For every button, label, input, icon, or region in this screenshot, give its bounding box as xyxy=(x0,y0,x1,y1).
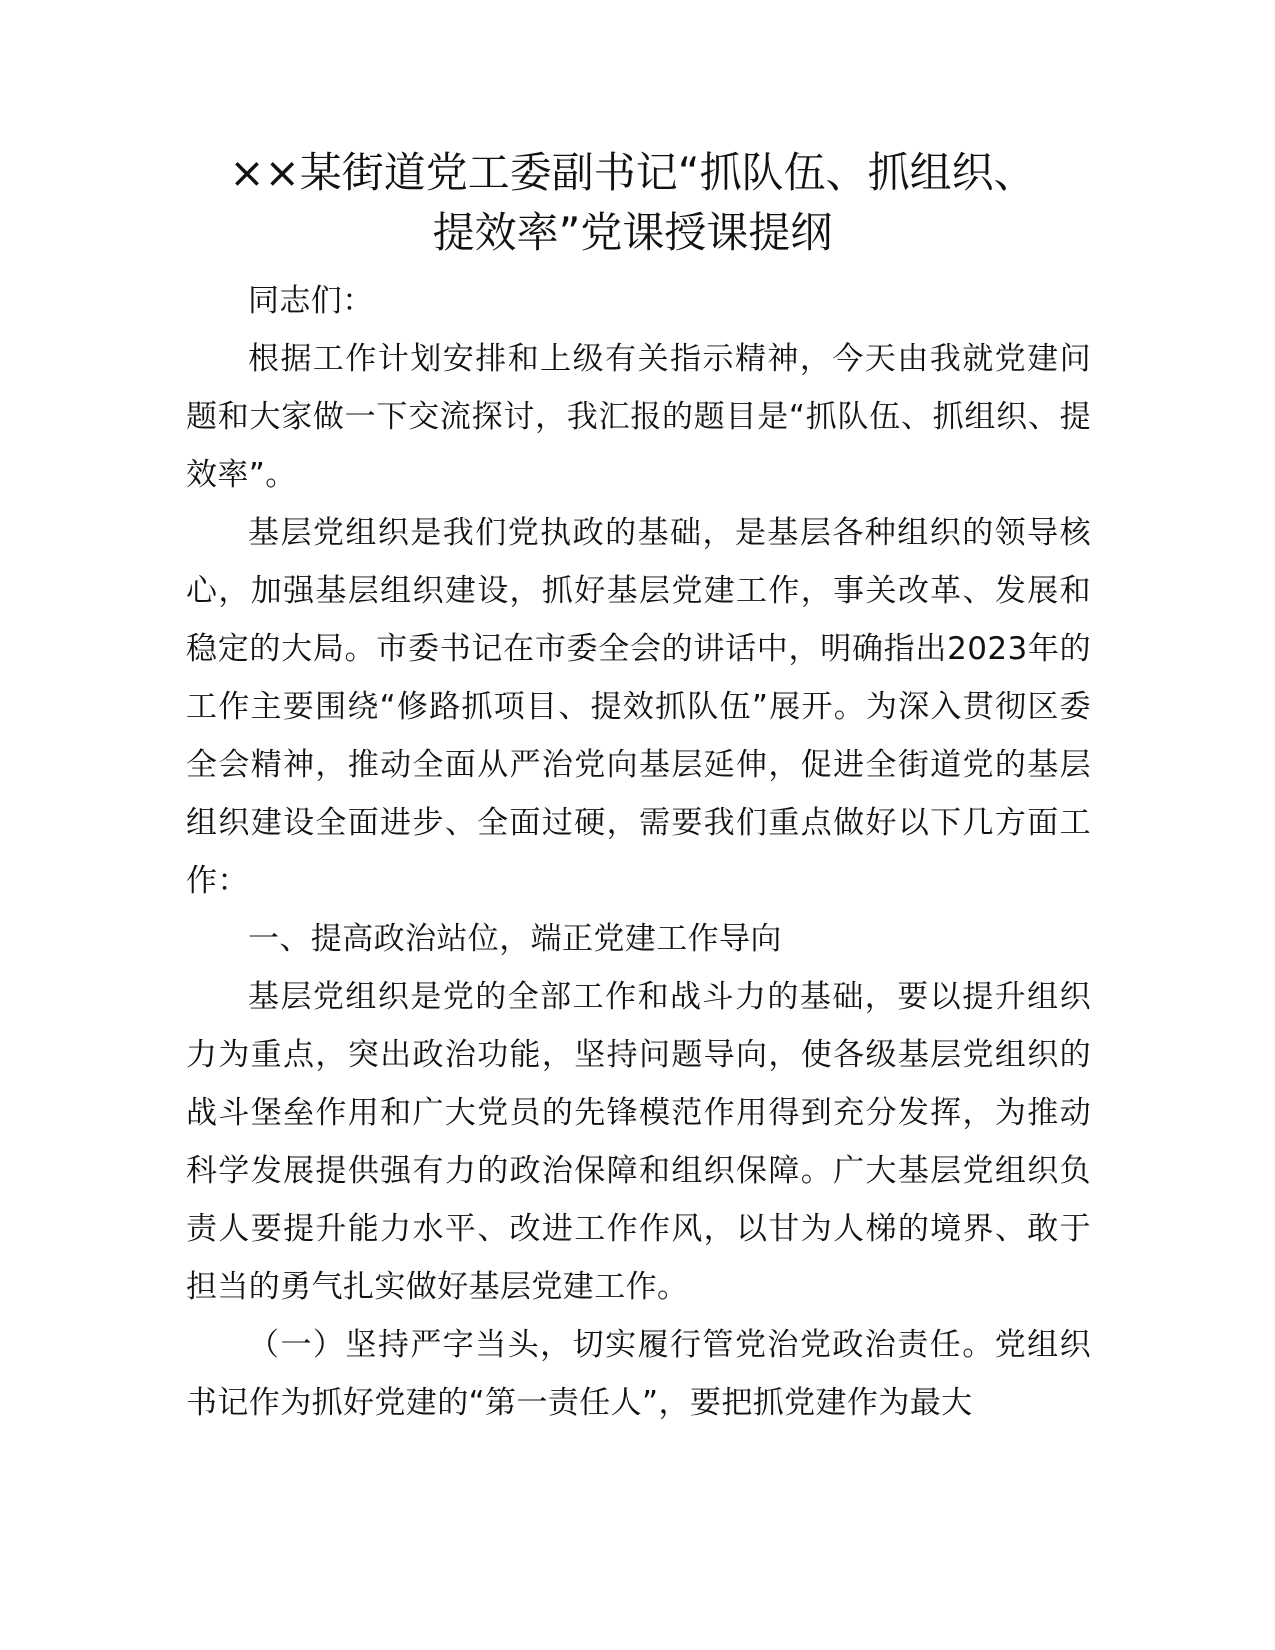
document-title xyxy=(180,143,1085,263)
title-line-1: ××某街道党工委副书记“抓队伍、抓组织、 xyxy=(229,148,1036,197)
title-line-2: 提效率”党课授课提纲 xyxy=(432,208,833,257)
paragraph-subsection-1: （一）坚持严字当头，切实履行管党治党政治责任。党组织书记作为抓好党建的“第一责任人”，要把抓党建作为最大 xyxy=(186,1327,1091,1421)
paragraph-background: 基层党组织是我们党执政的基础，是基层各种组织的领导核心，加强基层组织建设，抓好基层党建工作，事关改革、发展和稳定的大局。市委书记在市委全会的讲话中，明确指出2023年的工作主要围绕“修路抓项目、提效抓队伍”展开。为深入贯彻区委全会精神，推动全面从严治党向基层延伸，促进全街道党的基层组织建设全面进步、全面过硬，需要我们重点做好以下几方面工作： xyxy=(186,515,1091,899)
document-body xyxy=(186,272,1091,1432)
paragraph-intro: 根据工作计划安排和上级有关指示精神，今天由我就党建问题和大家做一下交流探讨，我汇报的题目是“抓队伍、抓组织、提效率”。 xyxy=(186,341,1091,493)
section-heading-1: 一、提高政治站位，端正党建工作导向 xyxy=(248,921,782,957)
paragraph-section-1: 基层党组织是党的全部工作和战斗力的基础，要以提升组织力为重点，突出政治功能，坚持问题导向，使各级基层党组织的战斗堡垒作用和广大党员的先锋模范作用得到充分发挥，为推动科学发展提供强有力的政治保障和组织保障。广大基层党组织负责人要提升能力水平、改进工作作风，以甘为人梯的境界、敢于担当的勇气扎实做好基层党建工作。 xyxy=(186,979,1091,1305)
salutation: 同志们： xyxy=(248,283,374,319)
